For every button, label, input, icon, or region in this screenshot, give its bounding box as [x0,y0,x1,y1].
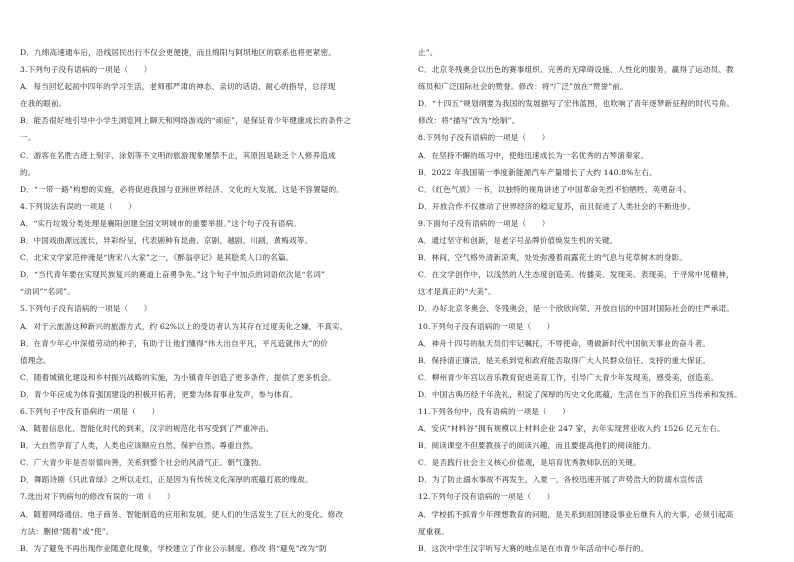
right-column-line: 8.下列句子没有语病的一项是（ ） [418,133,550,143]
left-column-line: 的。 [20,167,36,177]
left-column-line: A．“实行垃圾分类处理是襄阳创建全国文明城市的重要举措。”这个句子没有语病。 [20,218,301,228]
right-column-line: D．为了防止溺水事故不再发生，入夏一，各校迅速开展了声势浩大的防溺水宣传活 [418,475,704,485]
right-column-line: C．《红色气质》一书，以独特的视角讲述了中国革命先烈不怕牺牲、英勇奋斗。 [418,184,692,194]
right-column-line: D．办好北京冬奥会、冬残奥会，是一个欣欣向荣、开放自信的中国对国际社会的庄严承诺。 [418,304,734,314]
right-column-line: 修改：将“描写”改为“绘制”。 [418,116,520,126]
left-column-line: C．广大青少年是否崇德向善，关系到整个社会的风清气正、朝气蓬勃。 [20,458,267,468]
right-column-line: 12.下列句子没有语病的一项是（ ） [418,492,555,502]
right-column-line: 这才是真正的“大美”。 [418,287,496,297]
left-column [20,44,390,557]
right-column-line: A．通过坚守和创新，是老字号品牌价值焕发生机的关键。 [418,236,618,246]
right-column-line: B．这次中学生汉字听写大赛的地点是在市青少年活动中心举行的。 [418,543,649,553]
left-column-line: 在我的眼前。 [20,99,67,109]
right-column-line: C．是否践行社会主义核心价值观，是培育优秀教师队伍的关键。 [418,458,641,468]
right-column-line: C．北京冬残奥会以出色的赛事组织、完善的无障碍设施、人性化的服务，赢得了运动员、教 [418,65,734,75]
left-column-line: D．舞蹈诗剧《只此青绿》之所以走红，正是因为有传统文化深厚的底蕴打底的缘故。 [20,475,313,485]
left-column-line: 7.选出对下列病句的修改有误的一项（ ） [20,492,175,502]
left-column-line: 4.下列说法有误的一项是（ ） [20,201,136,211]
left-column-line: 3.下列句子没有语病的一项是（ ） [20,65,152,75]
left-column-line: A．对于云旅游这种新兴的旅游方式，约 62%以上的受访者认为其存在过度美化之嫌，不真实。 [20,321,348,331]
left-column-line: 值理念。 [20,355,51,365]
left-column-line: 5.下列句子没有语病的一项是（ ） [20,304,152,314]
right-column-line: 练员和广泛国际社会的赞誉。修改：将“广泛”放在“赞誉”前。 [418,82,628,92]
right-column-line: 11.下列各句中，没有语病的一项是（ ） [418,406,570,416]
right-column-line: A．在坚持不懈的练习中，使他迅速成长为一名优秀的古琴演奏家。 [418,150,649,160]
left-column-line: B．能否很好地引导中小学生浏览网上聊天和网络游戏的“顽症”，是保证青少年健康成长的条件之 [20,116,352,126]
left-column-line: 一。 [20,133,36,143]
right-column [418,44,784,557]
right-column-line: B．林间，空气格外清新凉爽，处处弥漫着雨露花土的气息与花草树木的身影。 [418,253,688,263]
left-column-line: B．在青少年心中深植劳动的种子，有助于让他们懂得“伟大出自平凡，平凡造就伟大”的价 [20,338,329,348]
right-column-line: C．柳州青少年宫以音乐教育促进美育工作，引导广大青少年发现美，感受美，创造美。 [418,372,719,382]
left-column-line: A．每当回忆起初中四年的学习生活，老师那严肃的神态、亲切的话语，耐心的指导，总浮现 [20,82,336,92]
right-column-line: A．学校抓不抓青少年理想教育的问题，是关系到祖国建设事业后继有人的大事，必须引起高 [418,509,734,519]
right-column-line: D．中国古典历经千年洗礼，积淀了深厚的历史文化底蕴，生活在当下的我们应当传承和发扬。 [418,389,742,399]
right-column-line: 10.下列句子没有语病的一项是（ ） [418,321,555,331]
right-column-line: 度重视。 [418,526,449,536]
left-column-line: D．“当代青年要在实现民族复兴的赛道上奋勇争先。”这个句子中加点的词语依次是“名词” [20,270,326,280]
left-column-line: D．“一带一路”构想的实施，必将促进我国与亚洲世界经济、文化的大发展，这是不容置疑的。 [20,184,345,194]
left-column-line: A．随着信息化、智能化时代的到来，汉字的规范化书写受到了严重冲击。 [20,424,274,434]
right-column-line: C．在文学创作中，以浅然的人生态度创造美、传播美、发现美、表现美，于寻常中见精神， [418,270,734,280]
left-column-line: B．中国戏曲源远流长，异彩纷呈，代表剧种有昆曲、京剧、越剧、川剧、黄梅戏等。 [20,236,313,246]
left-column-line: C．北宋文学家范仲淹是“唐宋八大家”之一，《醉翁亭记》是其脍炙人口的名篇。 [20,253,294,263]
right-column-line: 9.下面句子没有语病的一项是（ ） [418,218,550,228]
right-column-line: A．神舟十四号的航天员们牢记嘱托，不辱使命，勇做新时代中国航天事业的奋斗者。 [418,338,711,348]
left-column-line: C．游客在名胜古迹上刻字、涂划等不文明的旅游现象屡禁不止，其原因是缺乏个人修养造成 [20,150,336,160]
right-column-line: D．开放合作不仅推动了世界经济的稳定复苏，而且促进了人类社会的不断进步。 [418,201,696,211]
left-column-line: 方法：删掉“随着”或“使”。 [20,526,114,536]
right-column-line: A．安庆“材料谷”拥有规模以上材料企业 247 家，去年实现营业收入约 1526 亿元左右。 [418,424,725,434]
left-column-line: “动词”“名词”。 [20,287,75,297]
left-column-line: B．大自然孕育了人类，人类也应该顺应自然、保护自然、尊重自然。 [20,441,259,451]
left-column-line: D．九绵高速通车后，沿线居民出行不仅会更便捷，而且绵阳与阿坝地区的联系也将更紧密。 [20,48,336,57]
left-column-line: A．随着网络通信、电子商务、智能制造的应用和发展，使人们的生活发生了巨大的变化。修改 [20,509,344,519]
right-column-line: D．“十四五”规划纲要为我国的发展描写了宏伟蓝图，也吹响了青年逐梦新征程的时代号角。 [418,99,735,109]
right-column-line: 止”。 [418,48,438,57]
left-column-line: 6.下列句子中没有语病的一项是（ ） [20,406,160,416]
left-column-line: C．随着城镇化建设和乡村振兴战略的实施，为小镇青年创造了更多条件，提供了更多机会。 [20,372,336,382]
left-column-line: B．为了避免不再出现作业随意化现象，学校建立了作业公示制度。修改 将“避免”改为“防 [20,543,327,553]
right-column-line: B．保持清正廉洁，是关系到党和政府能否取得广大人民群众信任、支持的重大保证。 [418,355,711,365]
right-column-line: B．阅读课堂不但要教孩子的阅读兴趣，而且要提高他们的阅读能力。 [418,441,657,451]
right-column-line: B．2022 年我国第一季度新能源汽车产量增长了大约 140.8%左右。 [418,167,657,177]
left-column-line: D．青少年应成为体育强国建设的积极开拓者，更要为体育事业发声，参与体育。 [20,389,298,399]
